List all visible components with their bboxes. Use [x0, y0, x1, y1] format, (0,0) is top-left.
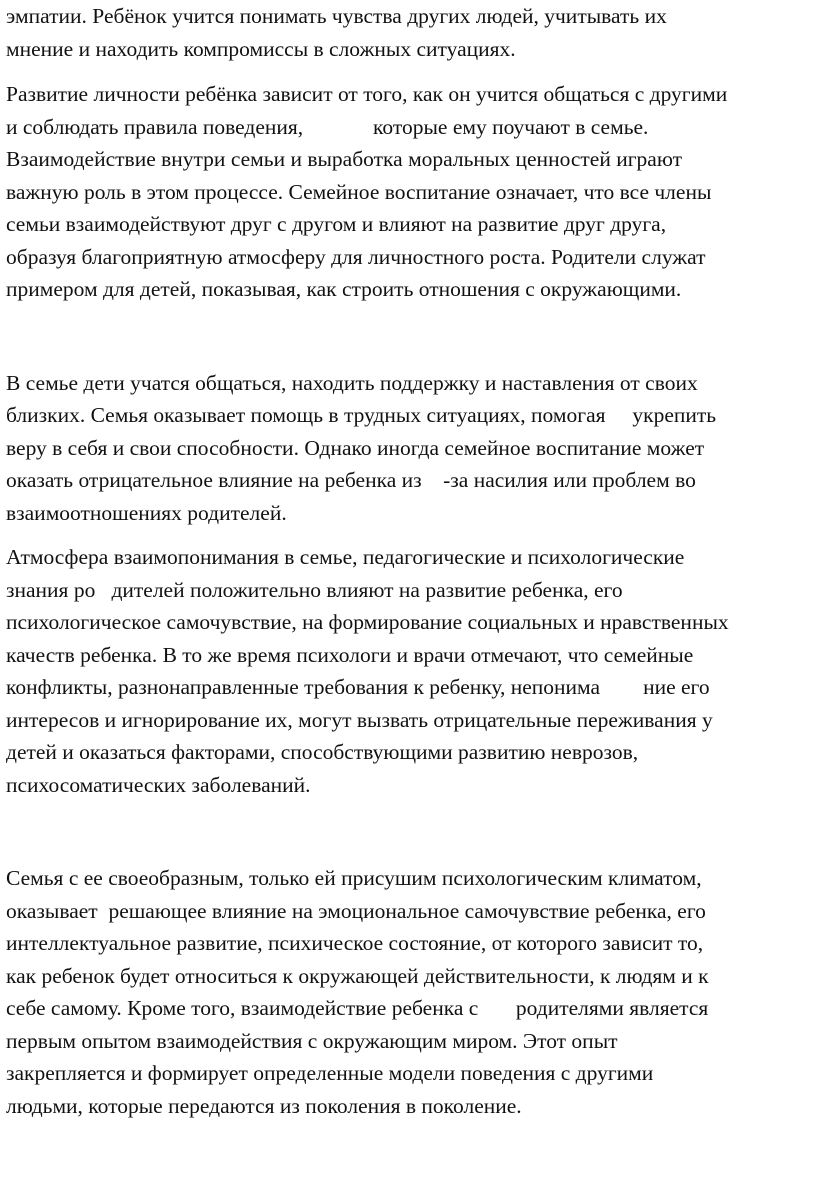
text-line: Атмосфера взаимопонимания в семье, педагогические и психологические — [6, 545, 685, 569]
text-line: интеллектуальное развитие, психическое состояние, от которого зависит то, — [6, 931, 704, 955]
text-line: как ребенок будет относиться к окружающей действительности, к людям и к — [6, 964, 709, 988]
text-line: важную роль в этом процессе. Семейное воспитание означает, что все члены — [6, 180, 712, 204]
text-line: оказать отрицательное влияние на ребенка из -за насилия или проблем во — [6, 468, 696, 492]
text-line: взаимоотношениях родителей. — [6, 501, 287, 525]
text-line: людьми, которые передаются из поколения в поколение. — [6, 1094, 522, 1118]
text-line: интересов и игнорирование их, могут вызвать отрицательные переживания у — [6, 708, 713, 732]
text-line: качеств ребенка. В то же время психологи и врачи отмечают, что семейные — [6, 643, 694, 667]
text-line: Развитие личности ребёнка зависит от того, как он учится общаться с другими — [6, 82, 728, 106]
text-line: образуя благоприятную атмосферу для личностного роста. Родители служат — [6, 245, 706, 269]
text-line: Семья с ее своеобразным, только ей присушим психологическим климатом, — [6, 866, 702, 890]
text-line: детей и оказаться факторами, способствующими развитию неврозов, — [6, 740, 639, 764]
text-line: и соблюдать правила поведения, которые ему поучают в семье. — [6, 115, 649, 139]
text-line: закрепляется и формирует определенные модели поведения с другими — [6, 1061, 654, 1085]
text-line: оказывает решающее влияние на эмоциональное самочувствие ребенка, его — [6, 899, 706, 923]
text-line: себе самому. Кроме того, взаимодействие ребенка с родителями является — [6, 996, 709, 1020]
text-line: семьи взаимодействуют друг с другом и влияют на развитие друг друга, — [6, 212, 667, 236]
text-line: психологическое самочувствие, на формирование социальных и нравственных — [6, 610, 729, 634]
text-line: Взаимодействие внутри семьи и выработка моральных ценностей играют — [6, 147, 683, 171]
text-line: конфликты, разнонаправленные требования к ребенку, непонима ние его — [6, 675, 710, 699]
text-line: мнение и находить компромиссы в сложных ситуациях. — [6, 37, 516, 61]
text-line: эмпатии. Ребёнок учится понимать чувства других людей, учитывать их — [6, 4, 667, 28]
text-line: знания ро дителей положительно влияют на развитие ребенка, его — [6, 578, 623, 602]
text-line: веру в себя и свои способности. Однако иногда семейное воспитание может — [6, 436, 705, 460]
text-line: В семье дети учатся общаться, находить поддержку и наставления от своих — [6, 371, 698, 395]
text-line: психосоматических заболеваний. — [6, 773, 311, 797]
text-line: близких. Семья оказывает помощь в трудных ситуациях, помогая укрепить — [6, 403, 717, 427]
text-line: первым опытом взаимодействия с окружающим миром. Этот опыт — [6, 1029, 618, 1053]
text-line: примером для детей, показывая, как строить отношения с окружающими. — [6, 277, 682, 301]
